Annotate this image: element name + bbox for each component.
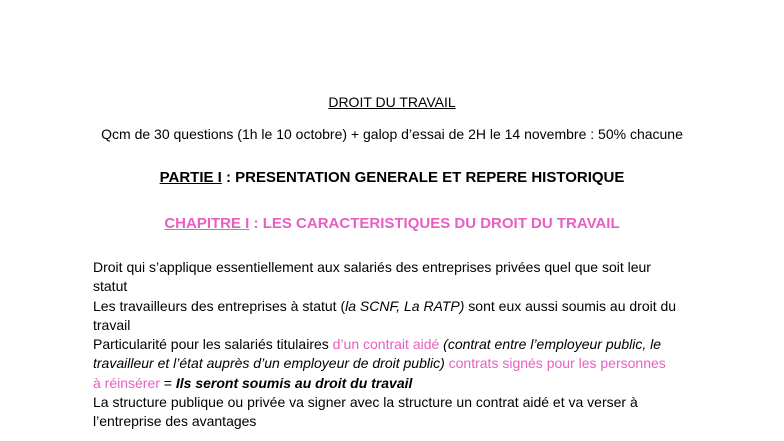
document-title: DROIT DU TRAVAIL bbox=[328, 94, 456, 110]
paragraph-3-line-1 bbox=[93, 335, 693, 354]
p3-conclusion: Ils seront soumis au droit du travail bbox=[175, 374, 413, 391]
p3-highlight-reinserer: à réinsérer bbox=[93, 374, 160, 391]
paragraph-1-line-1: Droit qui s’applique essentiellement aux salariés des entreprises privées quel que soit leur bbox=[93, 259, 651, 275]
paragraph-2-line-2: travail bbox=[93, 316, 131, 333]
p2-text-a: Les travailleurs des entreprises à statut ( bbox=[93, 297, 346, 314]
body-text bbox=[93, 258, 693, 432]
chapitre-heading bbox=[0, 215, 784, 232]
partie-heading bbox=[0, 169, 784, 186]
p2-examples: la SCNF, La RATP) bbox=[345, 297, 465, 314]
p3-text-a: Particularité pour les salariés titulaires bbox=[93, 336, 333, 353]
chapitre-label: CHAPITRE I bbox=[164, 215, 250, 232]
exam-info: Qcm de 30 questions (1h le 10 octobre) + galop d’essai de 2H le 14 novembre : 50% chacune bbox=[101, 126, 683, 142]
paragraph-1-line-2: statut bbox=[93, 278, 128, 295]
paragraph-4-line-1: La structure publique ou privée va signer avec la structure un contrat aidé et va verser à bbox=[93, 394, 638, 411]
p3-italic-a: (contrat entre l’employeur public, le bbox=[439, 336, 662, 353]
paragraph-3-line-2 bbox=[93, 354, 693, 373]
chapitre-title: : LES CARACTERISTIQUES DU DROIT DU TRAVAIL bbox=[249, 215, 620, 232]
p3-equals: = bbox=[159, 374, 176, 391]
paragraph-2-line-1 bbox=[93, 297, 693, 316]
p2-text-c: sont eux aussi soumis au droit du bbox=[464, 297, 677, 314]
p3-italic-b: travailleur et l’état auprès d’un employeur de droit public) bbox=[93, 355, 445, 372]
p3-highlight-signed: contrats signés pour les personnes bbox=[444, 355, 666, 372]
paragraph-4-line-2: l’entreprise des avantages bbox=[93, 413, 257, 430]
partie-label: PARTIE I bbox=[159, 169, 222, 186]
p3-highlight-contrat: d’un contrait aidé bbox=[332, 336, 440, 353]
paragraph-3-line-3 bbox=[93, 374, 693, 393]
partie-title: : PRESENTATION GENERALE ET REPERE HISTORIQUE bbox=[221, 169, 625, 186]
